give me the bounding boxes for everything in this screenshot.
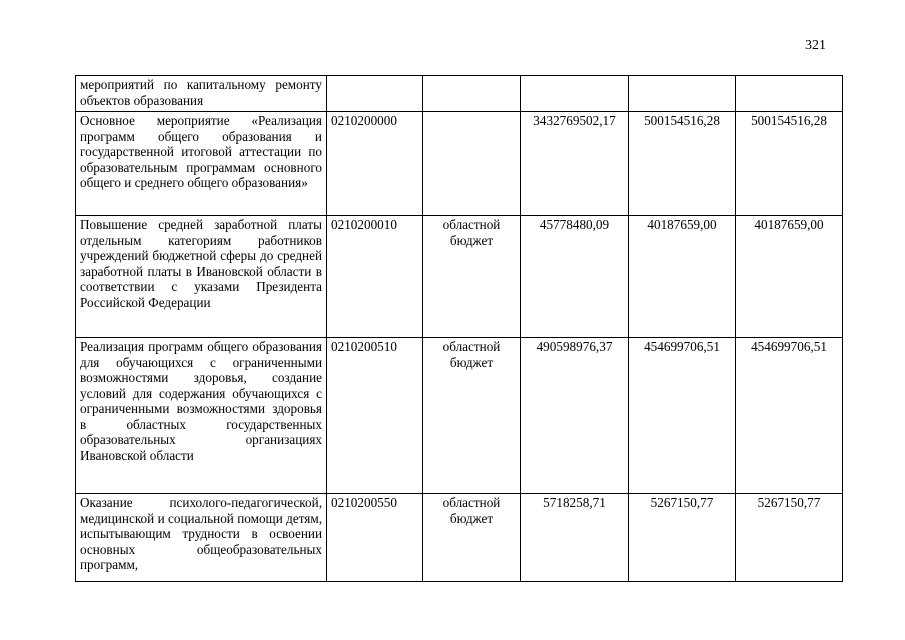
event-name-cell: Повышение средней заработной платы отдельным категориям работников учреждений бюджетной сферы до средней заработной платы в Ивановской области в соответствии с указами Президента Российской Федерации: [76, 216, 327, 338]
code-cell: 0210200550: [327, 494, 423, 582]
value-cell-2: 40187659,00: [629, 216, 736, 338]
value-cell-2: 454699706,51: [629, 338, 736, 494]
value-cell-2: 500154516,28: [629, 112, 736, 216]
source-cell: [423, 112, 521, 216]
source-cell: [423, 76, 521, 112]
event-name-cell: мероприятий по капитальному ремонту объектов образования: [76, 76, 327, 112]
value-cell-3: 40187659,00: [736, 216, 843, 338]
event-name-cell: Реализация программ общего образования для обучающихся с ограниченными возможностями здоровья, создание условий для содержания обучающихся с ограниченными возможностями здоровья в областных государственных образовательных организациях Ивановской области: [76, 338, 327, 494]
source-cell: областной бюджет: [423, 494, 521, 582]
value-cell-1: [521, 76, 629, 112]
code-cell: 0210200010: [327, 216, 423, 338]
table-row: [76, 112, 843, 216]
source-cell: областной бюджет: [423, 216, 521, 338]
budget-table: [75, 75, 843, 582]
value-cell-3: 454699706,51: [736, 338, 843, 494]
code-cell: 0210200510: [327, 338, 423, 494]
value-cell-3: [736, 76, 843, 112]
event-name-cell: Основное мероприятие «Реализация программ общего образования и государственной итоговой аттестации по образовательным программам основного общего и среднего общего образования»: [76, 112, 327, 216]
value-cell-2: [629, 76, 736, 112]
code-cell: [327, 76, 423, 112]
value-cell-2: 5267150,77: [629, 494, 736, 582]
value-cell-1: 3432769502,17: [521, 112, 629, 216]
code-cell: 0210200000: [327, 112, 423, 216]
page-number: 321: [805, 38, 826, 53]
value-cell-3: 5267150,77: [736, 494, 843, 582]
value-cell-1: 5718258,71: [521, 494, 629, 582]
table-row: [76, 338, 843, 494]
event-name-cell: Оказание психолого-педагогической, медицинской и социальной помощи детям, испытывающим трудности в освоении основных общеобразовательных программ,: [76, 494, 327, 582]
value-cell-1: 45778480,09: [521, 216, 629, 338]
value-cell-3: 500154516,28: [736, 112, 843, 216]
table-row: [76, 76, 843, 112]
value-cell-1: 490598976,37: [521, 338, 629, 494]
table-row: [76, 494, 843, 582]
source-cell: областной бюджет: [423, 338, 521, 494]
table-row: [76, 216, 843, 338]
